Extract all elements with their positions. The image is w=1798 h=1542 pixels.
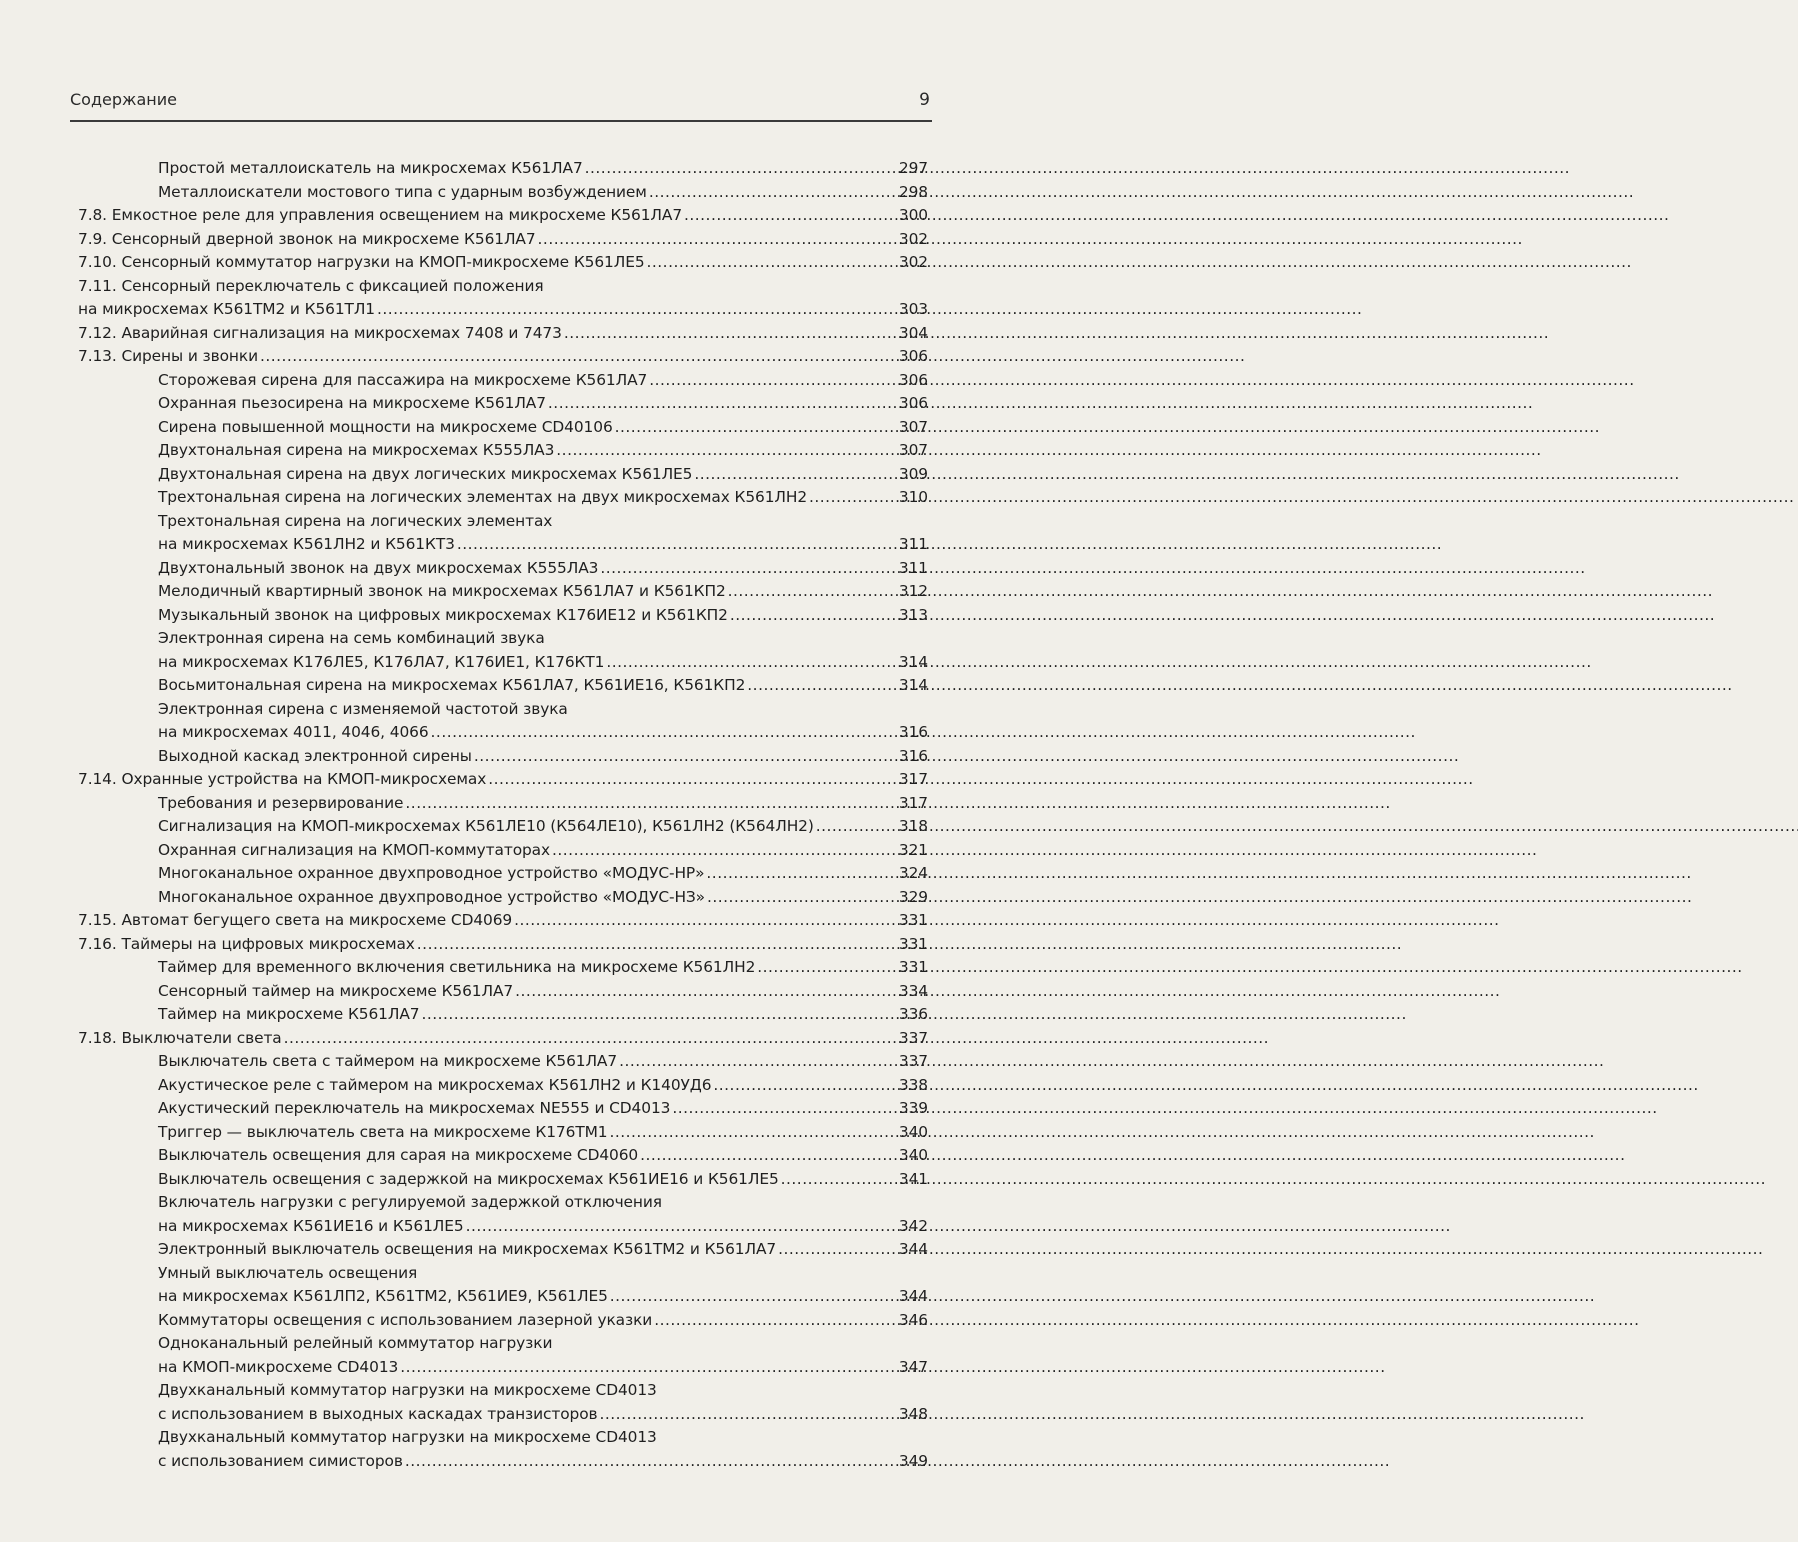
toc-entry-title-line: Электронная сирена с изменяемой частотой звука	[158, 699, 568, 718]
toc-entry	[78, 956, 928, 980]
dot-leader	[377, 298, 878, 322]
dot-leader	[809, 486, 878, 510]
toc-entry-title	[158, 1379, 884, 1426]
toc-entry	[78, 439, 928, 463]
toc-entry-title	[158, 956, 884, 980]
toc-entry-title-line: Триггер — выключатель света на микросхеме К176ТМ1	[158, 1122, 608, 1141]
toc-entry-title-line: 7.8. Емкостное реле для управления освещением на микросхеме К561ЛА7	[78, 206, 683, 224]
toc-entry-title	[158, 1426, 884, 1473]
toc-entry-page: 302	[898, 253, 928, 271]
toc-entry-title	[158, 1262, 884, 1309]
dot-leader	[405, 792, 878, 816]
dot-leader	[466, 1215, 878, 1239]
toc-entry-page: 349	[898, 1451, 928, 1470]
toc-entry-page: 312	[898, 582, 928, 600]
dot-leader	[654, 1309, 878, 1333]
dot-leader	[417, 933, 878, 957]
dot-leader	[600, 1403, 878, 1427]
toc-entry-title-line: Трехтональная сирена на логических элементах на двух микросхемах К561ЛН2	[158, 488, 808, 506]
toc-entry-title-line: 7.13. Сирены и звонки	[78, 347, 258, 365]
toc-entry-page: 346	[898, 1310, 928, 1329]
toc-entry-page: 300	[898, 206, 928, 224]
toc-entry-title	[158, 369, 884, 393]
toc-entry-title	[158, 1168, 884, 1192]
toc-entry-page: 340	[898, 1122, 928, 1141]
toc-entry	[78, 839, 928, 863]
toc-entry-page: 311	[898, 535, 928, 553]
toc-entry-title	[78, 1027, 884, 1051]
toc-entry-title	[158, 698, 884, 745]
toc-entry	[78, 1332, 928, 1379]
dot-leader	[747, 674, 878, 698]
dot-leader	[610, 1121, 879, 1145]
toc-entry-title-line: Коммутаторы освещения с использованием лазерной указки	[158, 1310, 653, 1329]
dot-leader	[728, 580, 878, 604]
toc-entry-page: 298	[898, 182, 928, 201]
toc-entry-title	[158, 463, 884, 487]
toc-entry	[78, 886, 928, 910]
toc-entry	[78, 1097, 928, 1121]
toc-entry-title	[78, 909, 884, 933]
toc-entry-page: 331	[898, 958, 928, 976]
toc-entry-title	[158, 439, 884, 463]
toc-entry-page: 314	[898, 676, 928, 694]
toc-entry	[78, 604, 928, 628]
toc-entry-title-line: на микросхемах К176ЛЕ5, К176ЛА7, К176ИЕ1, К176КТ1	[158, 652, 605, 671]
toc-entry-title	[158, 157, 884, 181]
toc-entry-title-line: Простой металлоискатель на микросхемах К561ЛА7	[158, 159, 583, 177]
toc-entry	[78, 1027, 928, 1051]
toc-entry-page: 318	[898, 817, 928, 835]
toc-entry-title-line: 7.16. Таймеры на цифровых микросхемах	[78, 934, 415, 953]
toc-entry-title-line: на микросхемах К561ЛП2, К561ТМ2, К561ИЕ9, К561ЛЕ5	[158, 1287, 608, 1305]
toc-entry	[78, 204, 928, 228]
dot-leader	[610, 1285, 878, 1309]
toc-entry	[78, 980, 928, 1004]
dot-leader	[713, 1074, 878, 1098]
dot-leader	[421, 1003, 878, 1027]
toc-entry-title-line: 7.15. Автомат бегущего света на микросхеме CD4069	[78, 911, 513, 929]
toc-entry	[78, 1379, 928, 1426]
toc-entry-page: 317	[898, 770, 928, 788]
dot-leader	[585, 157, 878, 181]
dot-leader	[457, 533, 878, 557]
toc-entry-title-line: на микросхемах 4011, 4046, 4066	[158, 723, 429, 741]
toc-entry-page: 302	[898, 229, 928, 248]
toc-entry-title-line: Двухтональная сирена на микросхемах К555ЛА3	[158, 441, 555, 459]
toc-entry	[78, 463, 928, 487]
toc-entry-title	[158, 580, 884, 604]
dot-leader	[515, 980, 878, 1004]
toc-entry	[78, 674, 928, 698]
toc-entry-title-line: 7.11. Сенсорный переключатель с фиксацией положения	[78, 276, 544, 295]
toc-entry-title	[158, 181, 884, 205]
toc-entry	[78, 181, 928, 205]
toc-entry	[78, 345, 928, 369]
toc-entry-title	[78, 933, 884, 957]
toc-entry-page: 307	[898, 441, 928, 459]
toc-entry-title-line: Выключатель освещения для сарая на микросхеме CD4060	[158, 1146, 639, 1164]
toc-entry-page: 334	[898, 981, 928, 1000]
toc-entry-title-line: на КМОП-микросхеме CD4013	[158, 1357, 399, 1376]
toc-entry-page: 336	[898, 1005, 928, 1023]
toc-entry-page: 340	[898, 1146, 928, 1164]
toc-entry-page: 339	[898, 1099, 928, 1117]
toc-entry	[78, 862, 928, 886]
toc-entry-title-line: Акустический переключатель на микросхемах NE555 и CD4013	[158, 1099, 671, 1117]
page-header	[70, 90, 932, 122]
toc-entry-page: 297	[898, 159, 928, 177]
toc-entry	[78, 627, 928, 674]
dot-leader	[816, 815, 878, 839]
toc-entry	[78, 251, 928, 275]
toc-entry-title-line: на микросхемах К561ТМ2 и К561ТЛ1	[78, 300, 375, 318]
toc-entry-title-line: Металлоискатели мостового типа с ударным возбуждением	[158, 182, 647, 201]
toc-entry-title-line: 7.9. Сенсорный дверной звонок на микросхеме К561ЛА7	[78, 229, 536, 248]
toc-entry-title	[158, 980, 884, 1004]
dot-leader	[647, 251, 878, 275]
dot-leader	[552, 839, 878, 863]
toc-entry-title	[158, 1144, 884, 1168]
dot-leader	[564, 322, 878, 346]
toc-entry-title-line: на микросхемах К561ЛН2 и К561КТ3	[158, 535, 455, 553]
toc-entry-page: 331	[898, 911, 928, 929]
toc-entry-title	[158, 862, 884, 886]
toc-entry-title	[158, 1003, 884, 1027]
toc-entry-page: 311	[898, 558, 928, 577]
toc-entry	[78, 1262, 928, 1309]
toc-entry-title-line: 7.12. Аварийная сигнализация на микросхемах 7408 и 7473	[78, 323, 562, 342]
toc-entry	[78, 1426, 928, 1473]
dot-leader	[615, 416, 878, 440]
toc-entry-page: 341	[898, 1169, 928, 1188]
toc-entry-page: 304	[898, 323, 928, 342]
toc-entry-title	[158, 1332, 884, 1379]
toc-entry-title-line: Таймер для временного включения светильника на микросхеме К561ЛН2	[158, 958, 756, 976]
dot-leader	[538, 228, 878, 252]
toc-entry-page: 316	[898, 746, 928, 765]
toc-entry-title-line: Выключатель света с таймером на микросхеме К561ЛА7	[158, 1052, 618, 1070]
toc-entry-title	[158, 604, 884, 628]
toc-entry-title	[78, 275, 884, 322]
toc-entry-title-line: Музыкальный звонок на цифровых микросхемах К176ИЕ12 и К561КП2	[158, 605, 728, 624]
toc-entry-title-line: 7.18. Выключатели света	[78, 1028, 282, 1047]
toc-entry-title-line: Выключатель освещения с задержкой на микросхемах К561ИЕ16 и К561ЛЕ5	[158, 1169, 779, 1188]
toc-entry-page: 348	[898, 1404, 928, 1423]
dot-leader	[619, 1050, 878, 1074]
dot-leader	[684, 204, 878, 228]
toc-entry	[78, 815, 928, 839]
toc-entry-title	[158, 792, 884, 816]
toc-entry-page: 309	[898, 464, 928, 483]
toc-entry-page: 303	[898, 300, 928, 318]
toc-entry-title	[158, 745, 884, 769]
toc-entry-title	[158, 674, 884, 698]
toc-entry-title-line: Охранная пьезосирена на микросхеме К561ЛА7	[158, 394, 546, 412]
toc-entry	[78, 933, 928, 957]
dot-leader	[778, 1238, 878, 1262]
toc-entry-page: 331	[898, 934, 928, 953]
toc-entry-title-line: 7.14. Охранные устройства на КМОП-микросхемах	[78, 770, 487, 788]
toc-entry	[78, 745, 928, 769]
toc-entry-title	[78, 251, 884, 275]
toc-entry-title-line: Требования и резервирование	[158, 793, 404, 812]
dot-leader	[649, 181, 878, 205]
toc-entry-page: 314	[898, 652, 928, 671]
dot-leader	[694, 463, 878, 487]
page-number: 9	[919, 90, 930, 110]
dot-leader	[707, 886, 878, 910]
toc-entry-title	[158, 1121, 884, 1145]
toc-entry	[78, 1074, 928, 1098]
toc-entry-title-line: Электронный выключатель освещения на микросхемах К561ТМ2 и К561ЛА7	[158, 1240, 777, 1258]
toc-entry-title	[78, 322, 884, 346]
toc-entry-title	[158, 1097, 884, 1121]
toc-entry	[78, 1168, 928, 1192]
toc-entry-page: 317	[898, 793, 928, 812]
toc-entry-title	[158, 392, 884, 416]
toc-entry-page: 344	[898, 1287, 928, 1305]
toc-entry	[78, 275, 928, 322]
toc-entry-title	[158, 1074, 884, 1098]
toc-entry-page: 316	[898, 723, 928, 741]
dot-leader	[640, 1144, 878, 1168]
toc-entry	[78, 768, 928, 792]
dot-leader	[600, 557, 878, 581]
toc-entry-title-line: Выходной каскад электронной сирены	[158, 746, 472, 765]
toc-entry-title-line: Двухканальный коммутатор нагрузки на микросхеме CD4013	[158, 1428, 657, 1446]
toc-entry-title-line: Двухтональная сирена на двух логических микросхемах К561ЛЕ5	[158, 464, 693, 483]
toc-entry-title-line: Многоканальное охранное двухпроводное устройство «МОДУС-НР»	[158, 864, 705, 882]
toc-entry-title-line: Сенсорный таймер на микросхеме К561ЛА7	[158, 981, 514, 1000]
toc-entry	[78, 322, 928, 346]
toc-entry-title	[158, 1309, 884, 1333]
toc-entry-title-line: Охранная сигнализация на КМОП-коммутаторах	[158, 840, 551, 859]
toc-entry-title-line: Включатель нагрузки с регулируемой задержкой отключения	[158, 1193, 662, 1211]
dot-leader	[757, 956, 878, 980]
toc-entry-title-line: Электронная сирена на семь комбинаций звука	[158, 629, 545, 647]
toc-entry-title-line: на микросхемах К561ИЕ16 и К561ЛЕ5	[158, 1216, 464, 1235]
dot-leader	[672, 1097, 878, 1121]
toc-entry	[78, 1309, 928, 1333]
toc-entry	[78, 792, 928, 816]
dot-leader	[781, 1168, 878, 1192]
toc-entry	[78, 1121, 928, 1145]
toc-entry-title-line: Одноканальный релейный коммутатор нагрузки	[158, 1334, 553, 1352]
toc-entry-title-line: Двухканальный коммутатор нагрузки на микросхеме CD4013	[158, 1381, 657, 1399]
dot-leader	[730, 604, 878, 628]
dot-leader	[649, 369, 878, 393]
toc-entry-page: 344	[898, 1240, 928, 1258]
toc-entry-title-line: Умный выключатель освещения	[158, 1263, 418, 1282]
toc-entry-page: 324	[898, 864, 928, 882]
toc-entry-title	[158, 815, 884, 839]
dot-leader	[431, 721, 878, 745]
toc-entry-page: 307	[898, 417, 928, 436]
toc-entry-page: 329	[898, 887, 928, 906]
toc-entry-title-line: Многоканальное охранное двухпроводное устройство «МОДУС-НЗ»	[158, 887, 705, 906]
toc-entry-page: 337	[898, 1028, 928, 1047]
toc-entry-title	[158, 839, 884, 863]
dot-leader	[400, 1356, 878, 1380]
toc-entry-title-line: Восьмитональная сирена на микросхемах К561ЛА7, К561ИЕ16, К561КП2	[158, 676, 746, 694]
toc-entry-title-line: Мелодичный квартирный звонок на микросхемах К561ЛА7 и К561КП2	[158, 582, 726, 600]
toc-entry-title-line: Сирена повышенной мощности на микросхеме CD40106	[158, 417, 613, 436]
toc-entry-title	[78, 204, 884, 228]
toc-entry	[78, 1238, 928, 1262]
toc-entry-title-line: Сторожевая сирена для пассажира на микросхеме К561ЛА7	[158, 370, 648, 389]
toc-entry-page: 347	[898, 1357, 928, 1376]
dot-leader	[548, 392, 878, 416]
toc-entry-title	[78, 768, 884, 792]
toc-entry	[78, 416, 928, 440]
toc-entry-title	[158, 1238, 884, 1262]
dot-leader	[488, 768, 878, 792]
toc-entry	[78, 557, 928, 581]
toc-entry-title	[78, 345, 884, 369]
toc-entry-page: 337	[898, 1052, 928, 1070]
toc-entry	[78, 1003, 928, 1027]
toc-entry	[78, 909, 928, 933]
running-title: Содержание	[70, 90, 177, 109]
toc-entry-title-line: 7.10. Сенсорный коммутатор нагрузки на КМОП-микросхеме К561ЛЕ5	[78, 253, 645, 271]
toc-entry	[78, 228, 928, 252]
toc-entry	[78, 1144, 928, 1168]
toc-entry-page: 321	[898, 840, 928, 859]
dot-leader	[514, 909, 878, 933]
toc-entry	[78, 157, 928, 181]
dot-leader	[474, 745, 878, 769]
toc-entry	[78, 510, 928, 557]
toc-entry-title	[158, 557, 884, 581]
toc-entry-title-line: Акустическое реле с таймером на микросхемах К561ЛН2 и К140УД6	[158, 1075, 712, 1094]
dot-leader	[606, 651, 878, 675]
table-of-contents	[78, 157, 928, 1473]
toc-entry-title	[158, 510, 884, 557]
toc-entry-page: 342	[898, 1216, 928, 1235]
toc-entry-title-line: Трехтональная сирена на логических элементах	[158, 511, 553, 530]
toc-entry	[78, 1050, 928, 1074]
toc-entry-page: 306	[898, 347, 928, 365]
dot-leader	[706, 862, 878, 886]
toc-entry-title	[78, 228, 884, 252]
toc-entry-title	[158, 1191, 884, 1238]
toc-entry-title	[158, 1050, 884, 1074]
toc-entry-page: 310	[898, 488, 928, 506]
toc-entry	[78, 486, 928, 510]
toc-entry-title-line: Сигнализация на КМОП-микросхемах К561ЛЕ10 (К564ЛЕ10), К561ЛН2 (К564ЛН2)	[158, 817, 814, 835]
toc-entry-page: 313	[898, 605, 928, 624]
toc-entry-title-line: с использованием в выходных каскадах транзисторов	[158, 1404, 598, 1423]
toc-entry-title-line: с использованием симисторов	[158, 1451, 403, 1470]
toc-entry-title	[158, 627, 884, 674]
toc-entry	[78, 580, 928, 604]
dot-leader	[405, 1450, 878, 1474]
toc-entry-title	[158, 486, 884, 510]
toc-entry-title-line: Таймер на микросхеме К561ЛА7	[158, 1005, 420, 1023]
toc-entry	[78, 1191, 928, 1238]
dot-leader	[556, 439, 878, 463]
toc-entry-page: 338	[898, 1075, 928, 1094]
dot-leader	[284, 1027, 878, 1051]
toc-entry-title	[158, 886, 884, 910]
toc-entry-page: 306	[898, 370, 928, 389]
toc-entry	[78, 369, 928, 393]
dot-leader	[260, 345, 878, 369]
toc-entry-title-line: Двухтональный звонок на двух микросхемах К555ЛА3	[158, 558, 599, 577]
toc-entry	[78, 698, 928, 745]
toc-entry-title	[158, 416, 884, 440]
toc-entry	[78, 392, 928, 416]
toc-entry-page: 306	[898, 394, 928, 412]
